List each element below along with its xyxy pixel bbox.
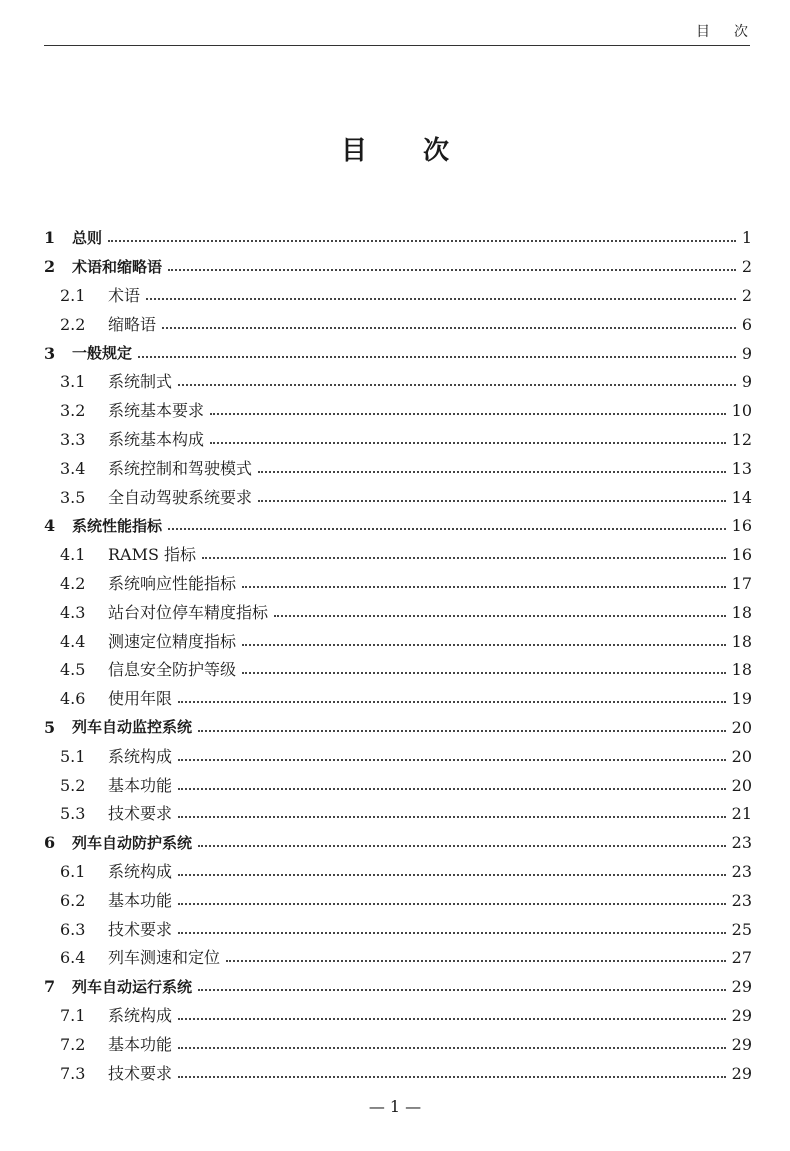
toc-chapter-entry[interactable]	[44, 512, 752, 541]
toc-entry-number: 7.3	[60, 1063, 86, 1083]
toc-entry-label: 列车自动运行系统	[72, 977, 193, 996]
toc-entry-number: 6.1	[60, 861, 86, 881]
toc-entry-number: 5	[44, 717, 56, 737]
toc-dot-leader	[178, 1018, 726, 1020]
toc-entry-page: 23	[731, 861, 752, 881]
toc-entry-page: 1	[741, 228, 752, 248]
toc-entry-label: 一般规定	[72, 344, 133, 363]
toc-entry-page: 10	[731, 401, 752, 421]
toc-entry-number: 2.2	[60, 314, 86, 334]
toc-section-entry[interactable]	[44, 397, 752, 426]
toc-dot-leader	[258, 471, 726, 473]
toc-chapter-entry[interactable]	[44, 973, 752, 1002]
toc-dot-leader	[178, 759, 726, 761]
toc-dot-leader	[178, 384, 736, 386]
toc-section-entry[interactable]	[44, 800, 752, 829]
toc-entry-label: 基本功能	[108, 890, 173, 910]
toc-dot-leader	[274, 615, 726, 617]
toc-entry-label: 基本功能	[108, 1034, 173, 1054]
toc-entry-label: 系统响应性能指标	[108, 573, 237, 593]
page-title	[0, 130, 790, 167]
toc-entry-number: 4.6	[60, 689, 86, 709]
toc-entry-number: 3.5	[60, 487, 86, 507]
toc-section-entry[interactable]	[44, 656, 752, 685]
toc-entry-label: 列车自动防护系统	[72, 833, 193, 852]
toc-entry-number: 6	[44, 833, 56, 853]
toc-entry-label: 系统构成	[108, 746, 173, 766]
toc-entry-label: 使用年限	[108, 689, 173, 709]
toc-entry-label: 信息安全防护等级	[108, 660, 237, 680]
toc-entry-number: 4.2	[60, 573, 86, 593]
toc-dot-leader	[162, 327, 736, 329]
toc-entry-number: 3.1	[60, 372, 86, 392]
toc-entry-page: 2	[741, 257, 752, 277]
toc-entry-label: 系统性能指标	[72, 516, 163, 535]
toc-entry-page: 6	[741, 314, 752, 334]
toc-entry-page: 20	[731, 746, 752, 766]
toc-entry-number: 4	[44, 516, 56, 536]
toc-dot-leader	[178, 1076, 726, 1078]
toc-dot-leader	[168, 528, 726, 530]
toc-entry-number: 6.3	[60, 919, 86, 939]
toc-chapter-entry[interactable]	[44, 829, 752, 858]
toc-entry-page: 29	[731, 1034, 752, 1054]
toc-entry-page: 20	[731, 717, 752, 737]
toc-entry-label: 总则	[72, 228, 103, 247]
toc-dot-leader	[138, 356, 736, 358]
toc-section-entry[interactable]	[44, 915, 752, 944]
toc-entry-number: 5.3	[60, 804, 86, 824]
toc-dot-leader	[226, 960, 726, 962]
toc-entry-label: 全自动驾驶系统要求	[108, 487, 253, 507]
toc-entry-page: 12	[731, 429, 752, 449]
toc-entry-page: 13	[731, 458, 752, 478]
toc-dot-leader	[242, 586, 726, 588]
running-header-right: 次	[734, 24, 748, 40]
toc-section-entry[interactable]	[44, 858, 752, 887]
toc-entry-label: 系统控制和驾驶模式	[108, 458, 253, 478]
toc-dot-leader	[198, 730, 726, 732]
toc-section-entry[interactable]	[44, 886, 752, 915]
header-rule	[44, 45, 750, 46]
toc-section-entry[interactable]	[44, 454, 752, 483]
page-number: — 1 —	[368, 1097, 422, 1116]
toc-entry-label: 系统构成	[108, 1005, 173, 1025]
toc-section-entry[interactable]	[44, 541, 752, 570]
toc-entry-page: 29	[731, 1063, 752, 1083]
toc-entry-label: 列车自动监控系统	[72, 718, 193, 737]
toc-entry-label: 缩略语	[108, 314, 157, 334]
toc-dot-leader	[108, 240, 736, 242]
toc-entry-page: 20	[731, 775, 752, 795]
toc-entry-number: 4.5	[60, 660, 86, 680]
toc-dot-leader	[178, 874, 726, 876]
toc-entry-number: 7.2	[60, 1034, 86, 1054]
toc-dot-leader	[198, 989, 726, 991]
toc-entry-number: 3	[44, 343, 56, 363]
toc-entry-page: 9	[741, 343, 752, 363]
toc-entry-page: 19	[731, 689, 752, 709]
toc-section-entry[interactable]	[44, 483, 752, 512]
toc-dot-leader	[242, 644, 726, 646]
toc-entry-label: 测速定位精度指标	[108, 631, 237, 651]
toc-dot-leader	[146, 298, 736, 300]
toc-dot-leader	[242, 672, 726, 674]
toc-entry-page: 17	[731, 573, 752, 593]
toc-entry-page: 16	[731, 516, 752, 536]
toc-dot-leader	[168, 269, 736, 271]
toc-section-entry[interactable]	[44, 742, 752, 771]
toc-entry-page: 14	[731, 487, 752, 507]
running-header	[696, 21, 748, 41]
toc-chapter-entry[interactable]	[44, 339, 752, 368]
toc-section-entry[interactable]	[44, 1030, 752, 1059]
toc-dot-leader	[202, 557, 726, 559]
toc-entry-page: 23	[731, 890, 752, 910]
toc-section-entry[interactable]	[44, 570, 752, 599]
toc-dot-leader	[198, 845, 726, 847]
toc-entry-label: 技术要求	[108, 919, 173, 939]
toc-entry-label: 系统构成	[108, 861, 173, 881]
toc-dot-leader	[178, 932, 726, 934]
toc-dot-leader	[178, 1047, 726, 1049]
toc-entry-label: RAMS 指标	[108, 545, 197, 565]
page-title-right: 次	[423, 136, 450, 166]
table-of-contents	[44, 224, 752, 1088]
toc-section-entry[interactable]	[44, 598, 752, 627]
toc-entry-number: 5.1	[60, 746, 86, 766]
toc-section-entry[interactable]	[44, 310, 752, 339]
toc-entry-page: 16	[731, 545, 752, 565]
toc-entry-page: 18	[731, 602, 752, 622]
toc-section-entry[interactable]	[44, 944, 752, 973]
toc-entry-number: 5.2	[60, 775, 86, 795]
toc-entry-label: 技术要求	[108, 804, 173, 824]
toc-entry-page: 2	[741, 285, 752, 305]
toc-entry-page: 9	[741, 372, 752, 392]
toc-entry-label: 基本功能	[108, 775, 173, 795]
toc-entry-number: 6.4	[60, 948, 86, 968]
page-title-left: 目	[340, 136, 367, 166]
toc-entry-number: 3.4	[60, 458, 86, 478]
toc-section-entry[interactable]	[44, 282, 752, 311]
toc-section-entry[interactable]	[44, 771, 752, 800]
toc-entry-number: 2.1	[60, 285, 86, 305]
toc-entry-number: 1	[44, 228, 56, 248]
toc-entry-page: 25	[731, 919, 752, 939]
toc-section-entry[interactable]	[44, 1002, 752, 1031]
toc-entry-page: 21	[731, 804, 752, 824]
toc-entry-number: 4.4	[60, 631, 86, 651]
toc-entry-page: 29	[731, 1005, 752, 1025]
toc-entry-number: 4.3	[60, 602, 86, 622]
toc-entry-number: 7.1	[60, 1005, 86, 1025]
toc-section-entry[interactable]	[44, 685, 752, 714]
toc-entry-label: 站台对位停车精度指标	[108, 602, 269, 622]
toc-section-entry[interactable]	[44, 627, 752, 656]
toc-entry-label: 系统制式	[108, 372, 173, 392]
running-header-left: 目	[696, 24, 710, 40]
toc-entry-label: 术语	[108, 285, 141, 305]
toc-entry-page: 18	[731, 631, 752, 651]
toc-entry-number: 2	[44, 257, 56, 277]
toc-dot-leader	[210, 413, 726, 415]
toc-entry-page: 27	[731, 948, 752, 968]
toc-entry-number: 3.2	[60, 401, 86, 421]
toc-dot-leader	[178, 701, 726, 703]
toc-entry-number: 3.3	[60, 429, 86, 449]
toc-dot-leader	[178, 903, 726, 905]
toc-chapter-entry[interactable]	[44, 253, 752, 282]
toc-entry-number: 7	[44, 977, 56, 997]
toc-dot-leader	[210, 442, 726, 444]
toc-entry-number: 4.1	[60, 545, 86, 565]
toc-entry-page: 29	[731, 977, 752, 997]
toc-entry-page: 23	[731, 833, 752, 853]
toc-entry-label: 系统基本要求	[108, 401, 205, 421]
toc-entry-label: 列车测速和定位	[108, 948, 221, 968]
toc-chapter-entry[interactable]	[44, 224, 752, 253]
toc-entry-page: 18	[731, 660, 752, 680]
toc-section-entry[interactable]	[44, 426, 752, 455]
toc-dot-leader	[178, 788, 726, 790]
toc-entry-label: 技术要求	[108, 1063, 173, 1083]
toc-entry-label: 系统基本构成	[108, 429, 205, 449]
toc-dot-leader	[258, 500, 726, 502]
toc-entry-number: 6.2	[60, 890, 86, 910]
toc-section-entry[interactable]	[44, 1059, 752, 1088]
toc-dot-leader	[178, 816, 726, 818]
toc-section-entry[interactable]	[44, 368, 752, 397]
toc-entry-label: 术语和缩略语	[72, 257, 163, 276]
toc-chapter-entry[interactable]	[44, 714, 752, 743]
